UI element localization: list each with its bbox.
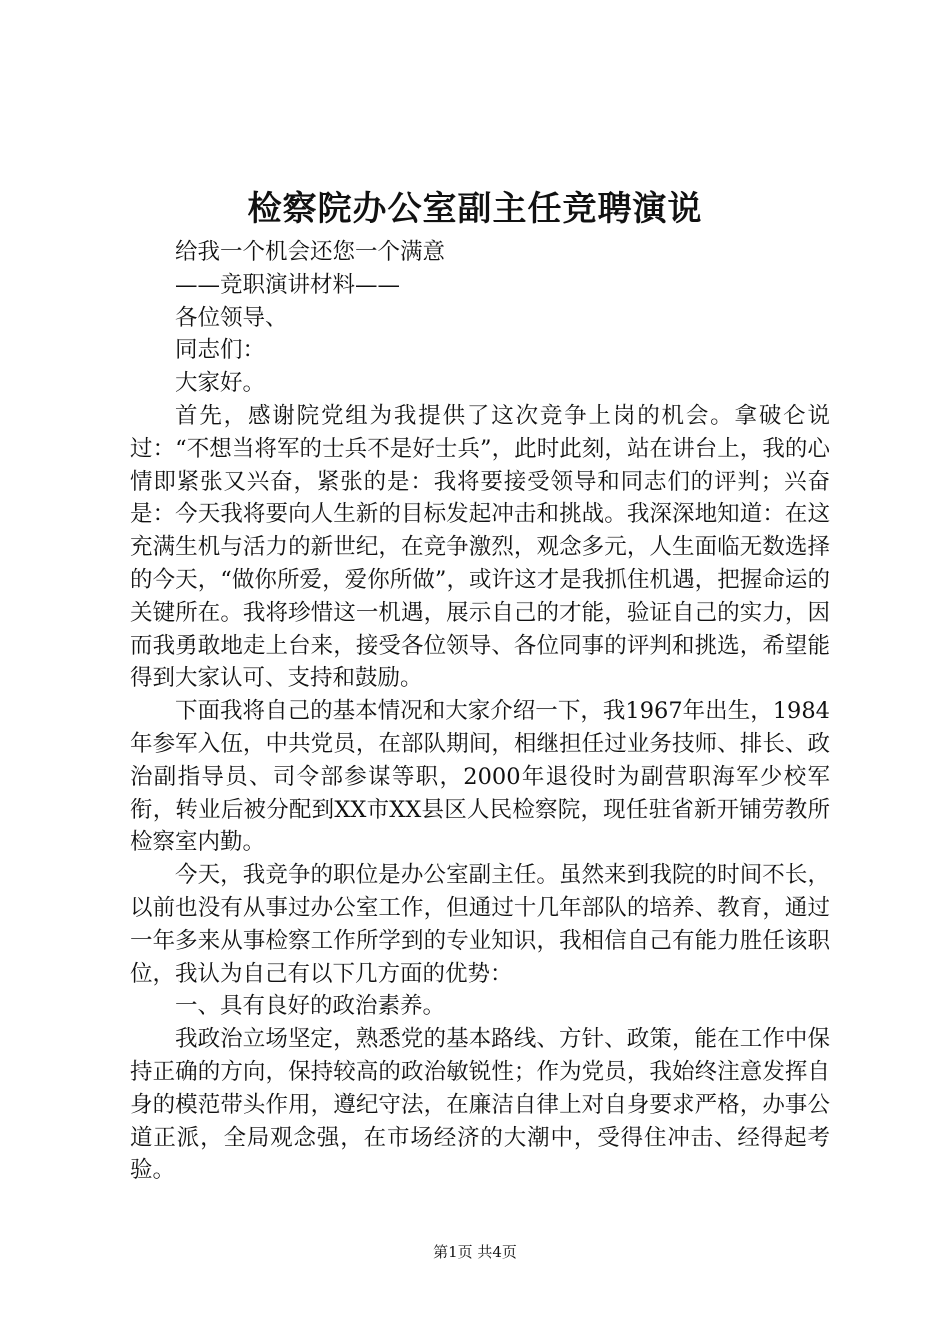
- paragraph-background: 下面我将自己的基本情况和大家介绍一下，我1967年出生，1984年参军入伍，中共党员，在部队期间，相继担任过业务技师、排长、政治副指导员、司令部参谋等职，2000年退役时为副营职海军少校军衔，转业后被分配到XX市XX县区人民检察院，现任驻省新开铺劳教所检察室内勤。: [130, 698, 830, 856]
- paragraph-opening: 首先，感谢院党组为我提供了这次竞争上岗的机会。拿破仑说过：“不想当将军的士兵不是好士兵”，此时此刻，站在讲台上，我的心情即紧张又兴奋，紧张的是：我将要接受领导和同志们的评判；兴奋是：今天我将要向人生新的目标发起冲击和挑战。我深深地知道：在这充满生机与活力的新世纪，在竞争激烈，观念多元，人生面临无数选择的今天，“做你所爱，爱你所做”，或许这才是我抓住机遇，把握命运的关键所在。我将珍惜这一机遇，展示自己的才能，验证自己的实力，因而我勇敢地走上台来，接受各位领导、各位同事的评判和挑选，希望能得到大家认可、支持和鼓励。: [130, 402, 830, 692]
- greeting: 大家好。: [175, 370, 266, 397]
- paragraph-political: 我政治立场坚定，熟悉党的基本路线、方针、政策，能在工作中保持正确的方向，保持较高的政治敏锐性；作为党员，我始终注意发挥自身的模范带头作用，遵纪守法，在廉洁自律上对自身要求严格，办事公道正派，全局观念强，在市场经济的大潮中，受得住冲击、经得起考验。: [130, 1026, 830, 1184]
- subtitle-line: 给我一个机会还您一个满意: [175, 239, 446, 265]
- section-heading-1: 一、具有良好的政治素养。: [175, 993, 446, 1020]
- document-body: [130, 236, 830, 1187]
- salutation-leaders: 各位领导、: [175, 304, 288, 331]
- salutation-comrades: 同志们：: [175, 337, 266, 364]
- subtitle-note: ——竞职演讲材料——: [175, 271, 401, 298]
- document-title: 检察院办公室副主任竞聘演说: [247, 189, 703, 229]
- page-footer: 第1页 共4页: [433, 1243, 517, 1261]
- paragraph-position: 今天，我竞争的职位是办公室副主任。虽然来到我院的时间不长，以前也没有从事过办公室工作，但通过十几年部队的培养、教育，通过一年多来从事检察工作所学到的专业知识，我相信自己有能力胜任该职位，我认为自己有以下几方面的优势：: [130, 862, 830, 987]
